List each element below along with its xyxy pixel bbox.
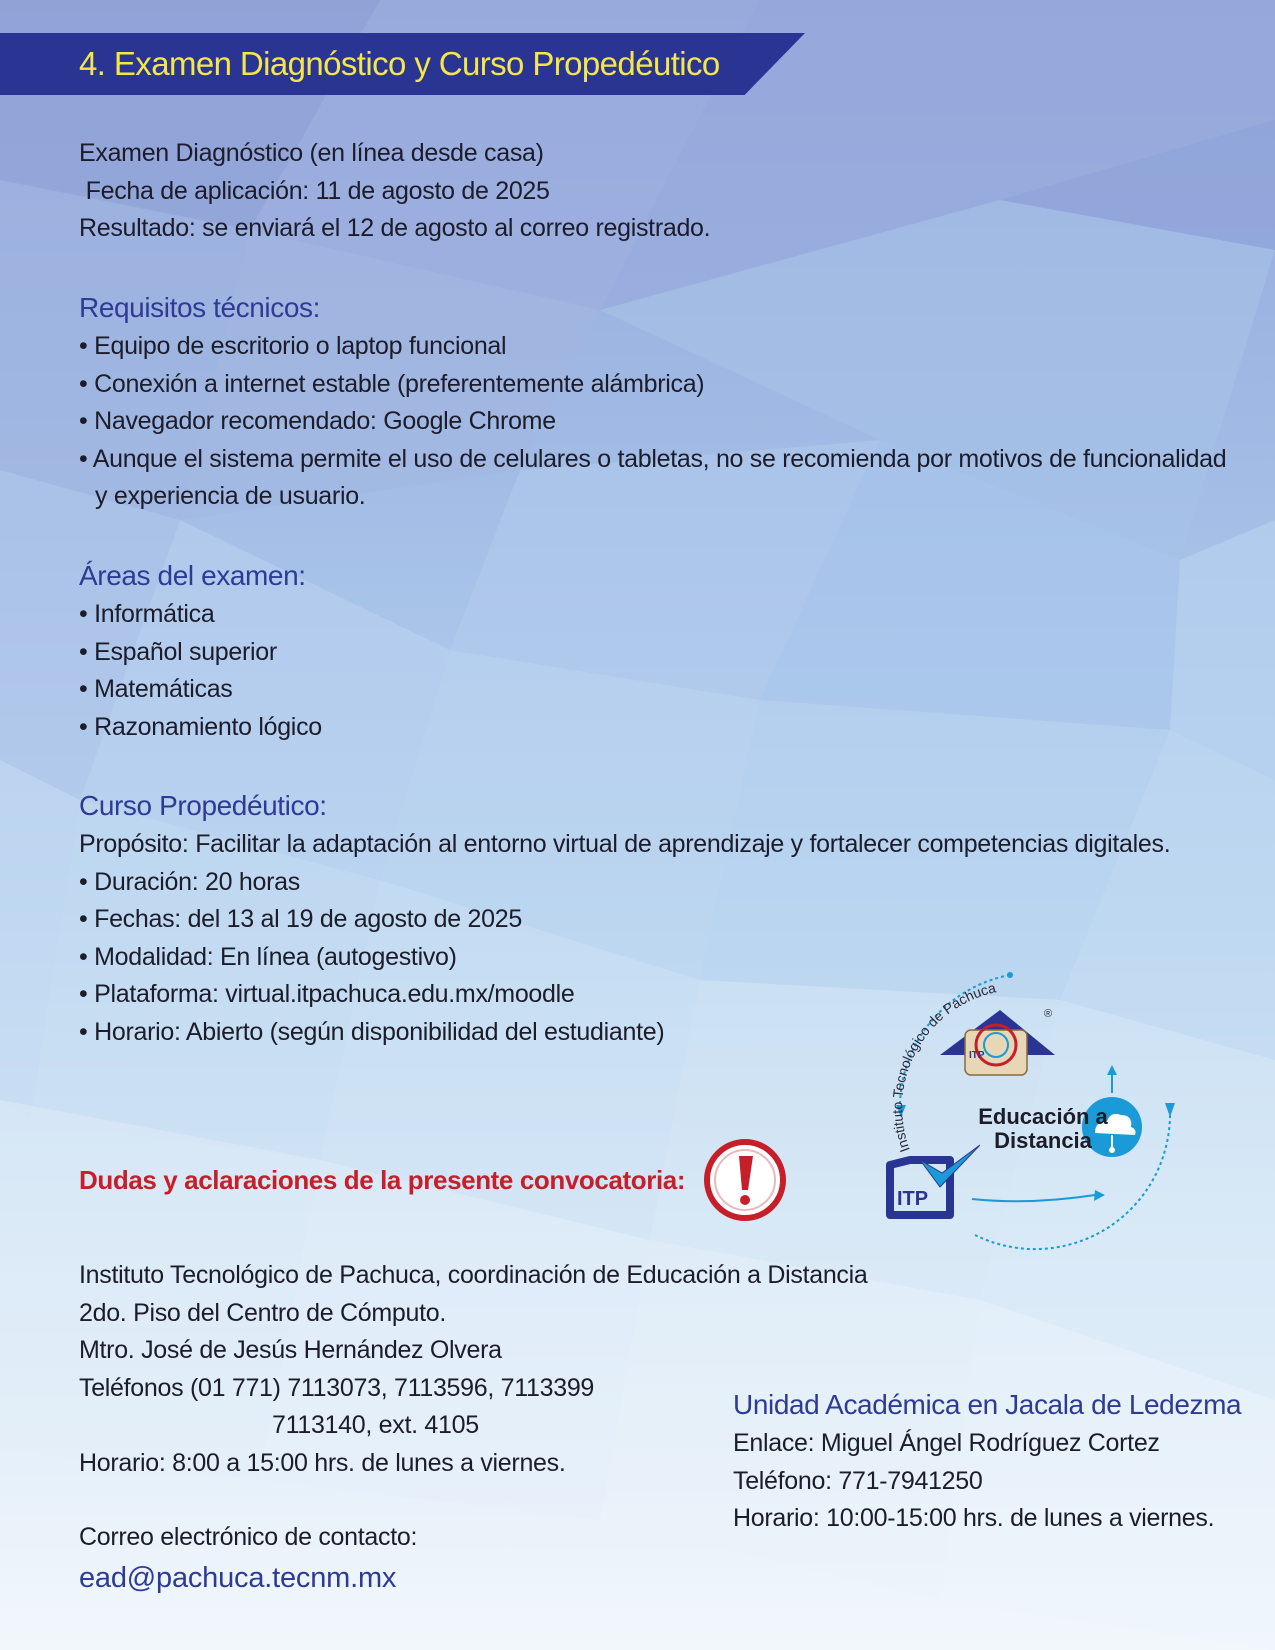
contact-line: Instituto Tecnológico de Pachuca, coordinación de Educación a Distancia: [79, 1261, 868, 1289]
contact-line: 2do. Piso del Centro de Cómputo.: [79, 1298, 447, 1327]
areas-section: [79, 556, 322, 746]
unit-line: Teléfono: 771-7941250: [733, 1466, 983, 1495]
course-item: • Horario: Abierto (según disponibilidad del estudiante): [79, 1017, 665, 1046]
course-item: • Plataforma: virtual.itpachuca.edu.mx/moodle: [79, 980, 575, 1008]
exam-line: Resultado: se enviará el 12 de agosto al correo registrado.: [79, 214, 711, 242]
itp-badge: [890, 1145, 980, 1215]
areas-heading: Áreas del examen:: [79, 560, 306, 591]
exclamation-icon: [703, 1138, 787, 1222]
unit-heading: Unidad Académica en Jacala de Ledezma: [733, 1389, 1242, 1420]
requirement-item: • Navegador recomendado: Google Chrome: [79, 407, 556, 435]
requirement-item: • Equipo de escritorio o laptop funcional: [79, 332, 507, 360]
requirements-heading: Requisitos técnicos:: [79, 292, 321, 323]
crest-icon: [940, 1008, 1055, 1075]
educacion-distancia-logo: [880, 955, 1210, 1255]
unit-line: Enlace: Miguel Ángel Rodríguez Cortez: [733, 1429, 1160, 1457]
logo-title-line: Educación a: [978, 1104, 1108, 1129]
logo-title: [968, 1105, 1118, 1153]
course-item: • Fechas: del 13 al 19 de agosto de 2025: [79, 905, 522, 933]
requirement-item: • Conexión a internet estable (preferentemente alámbrica): [79, 369, 705, 398]
area-item: • Informática: [79, 600, 215, 628]
email-link[interactable]: ead@pachuca.tecnm.mx: [79, 1562, 397, 1594]
logo-title-line: Distancia: [994, 1128, 1092, 1153]
page-title: 4. Examen Diagnóstico y Curso Propedéutico: [79, 45, 720, 82]
email-label: Correo electrónico de contacto:: [79, 1523, 418, 1551]
logo-arc-text: Instituto Tecnológico de Pachuca: [889, 979, 998, 1155]
requirements-section: [79, 288, 1226, 516]
course-heading: Curso Propedéutico:: [79, 790, 327, 821]
area-item: • Razonamiento lógico: [79, 712, 322, 741]
crest-text: ITP: [969, 1050, 985, 1061]
unit-line: Horario: 10:00-15:00 hrs. de lunes a viernes.: [733, 1504, 1215, 1532]
course-purpose: Propósito: Facilitar la adaptación al entorno virtual de aprendizaje y fortalecer competencias digitales.: [79, 830, 1171, 858]
area-item: • Matemáticas: [79, 675, 233, 703]
course-item: • Modalidad: En línea (autogestivo): [79, 942, 457, 971]
contact-line: Teléfonos (01 771) 7113073, 7113596, 7113399: [79, 1373, 595, 1402]
contact-heading-row: [79, 1138, 787, 1222]
contact-line: 7113140, ext. 4105: [272, 1411, 479, 1439]
exam-line: Examen Diagnóstico (en línea desde casa): [79, 139, 544, 167]
exam-line: Fecha de aplicación: 11 de agosto de 2025: [79, 176, 550, 205]
contact-heading: Dudas y aclaraciones de la presente convocatoria:: [79, 1164, 686, 1195]
course-item: • Duración: 20 horas: [79, 867, 300, 896]
itp-badge-text: ITP: [897, 1188, 929, 1210]
exam-section: [79, 135, 710, 248]
unit-section: [733, 1385, 1241, 1538]
contact-line: Horario: 8:00 a 15:00 hrs. de lunes a viernes.: [79, 1448, 566, 1477]
registered-mark: ®: [1044, 1008, 1053, 1020]
area-item: • Español superior: [79, 637, 277, 666]
contact-line: Mtro. José de Jesús Hernández Olvera: [79, 1336, 502, 1364]
requirement-item-continuation: y experiencia de usuario.: [95, 482, 366, 510]
requirement-item: • Aunque el sistema permite el uso de celulares o tabletas, no se recomienda por motivos de funcionalidad: [79, 444, 1227, 473]
